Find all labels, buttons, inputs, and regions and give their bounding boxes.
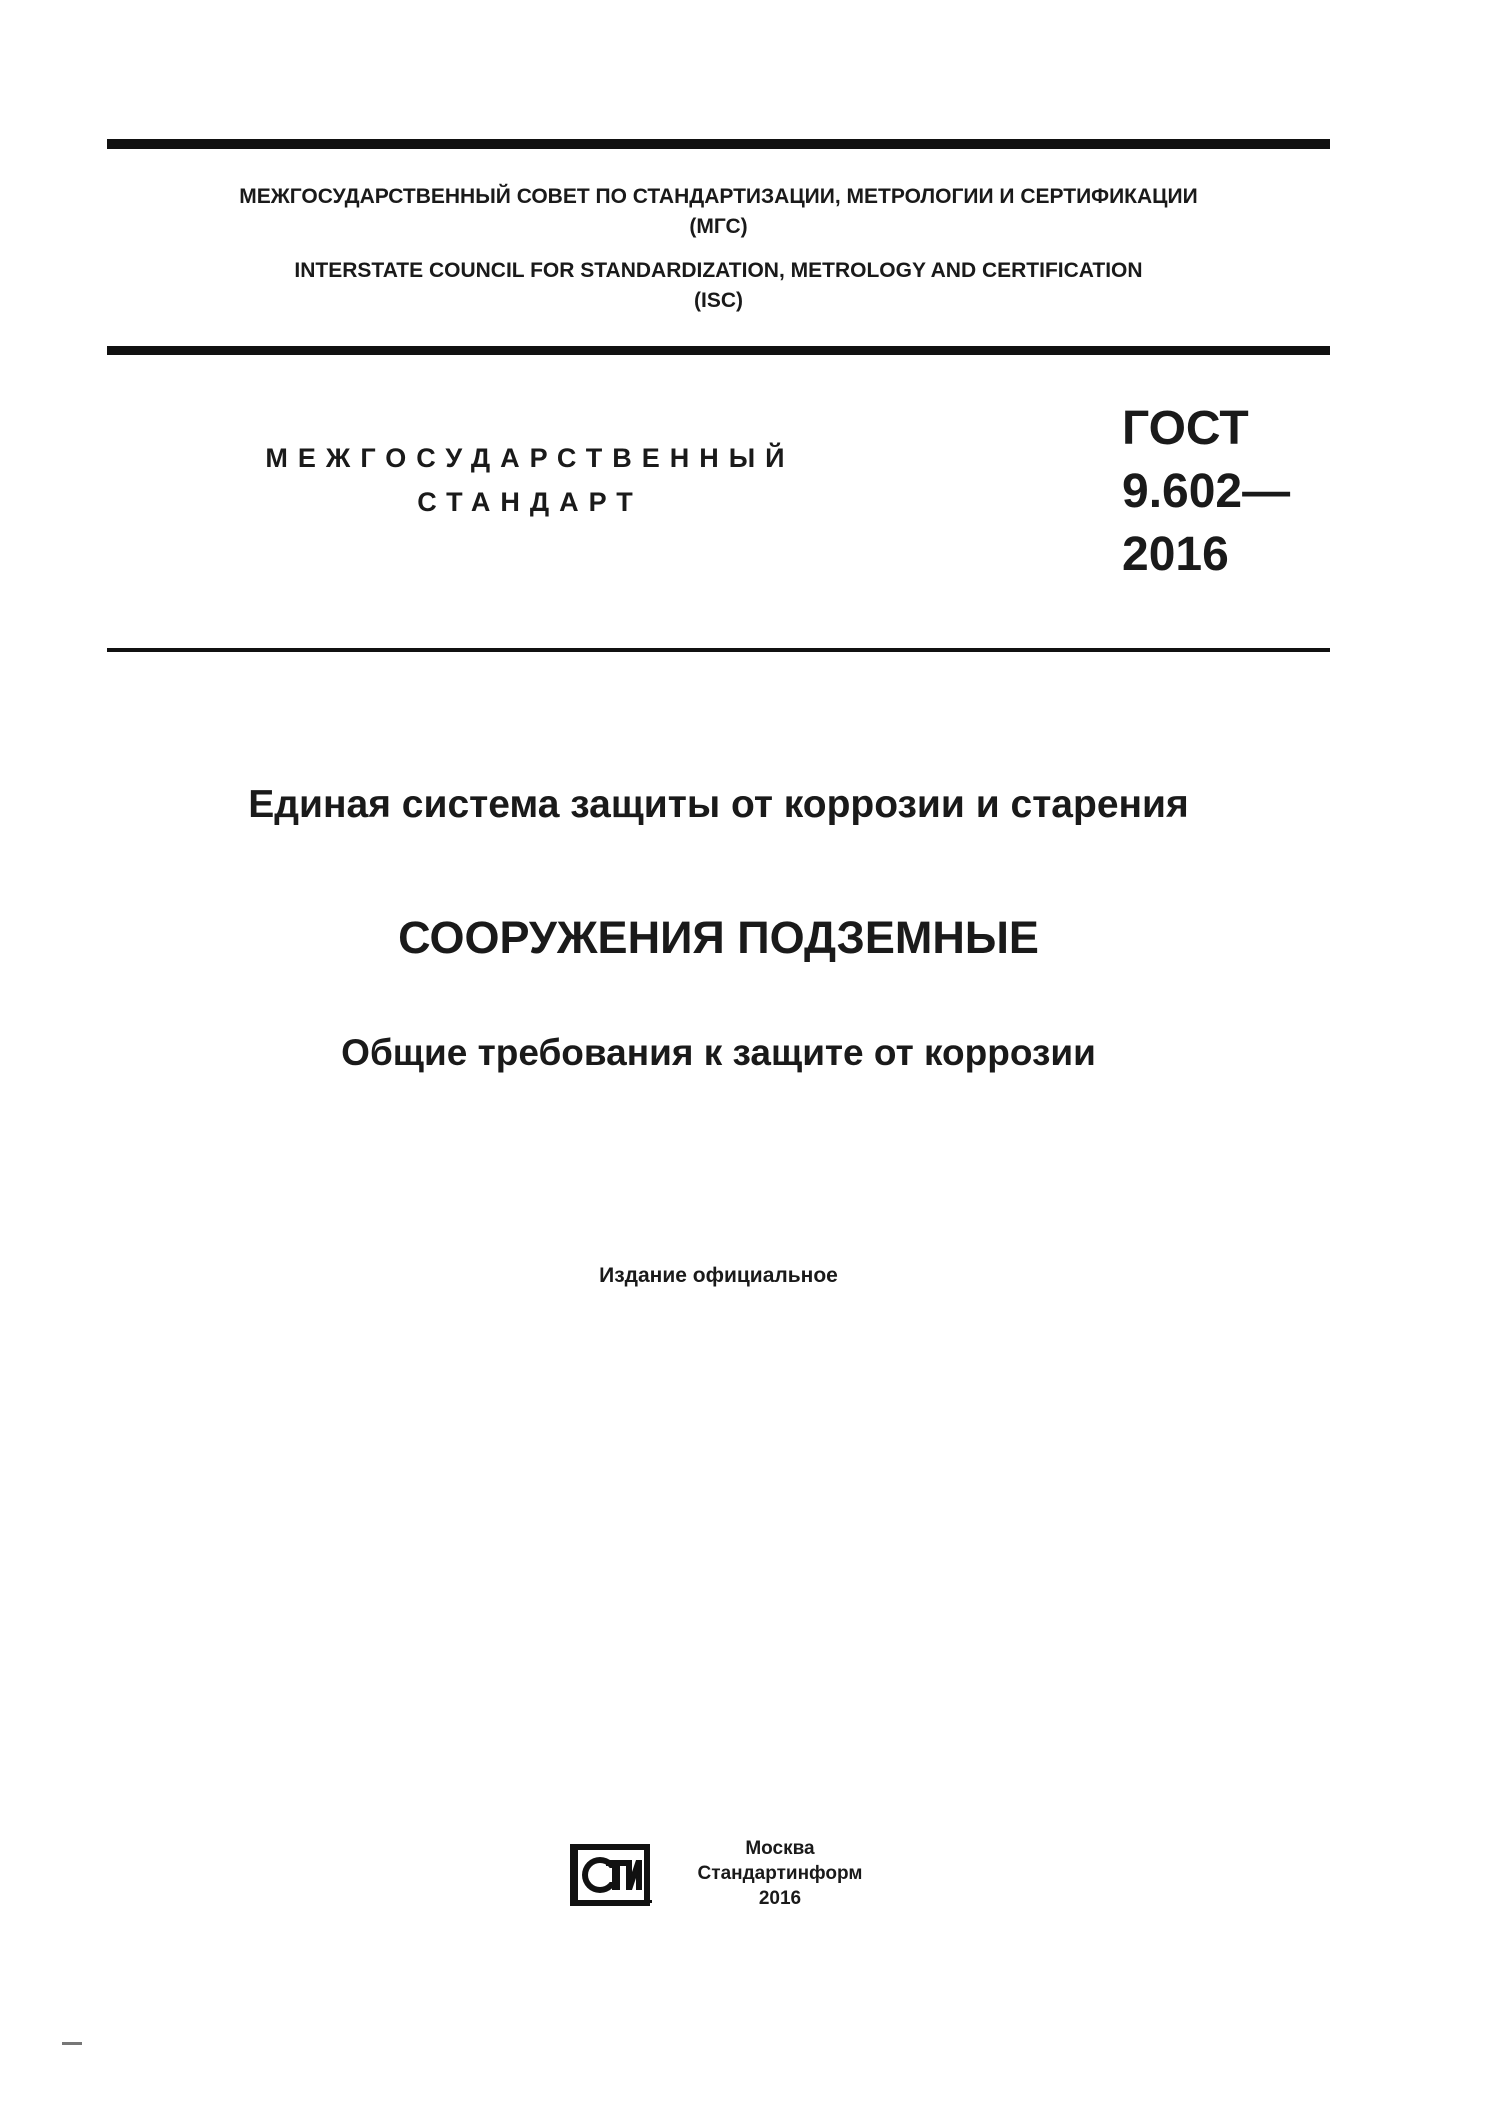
main-title: СООРУЖЕНИЯ ПОДЗЕМНЫЕ — [398, 912, 1039, 963]
council-en-name: INTERSTATE COUNCIL FOR STANDARDIZATION, METROLOGY AND CERTIFICATION — [294, 259, 1143, 282]
designation-number: 9.602— — [1122, 465, 1291, 518]
series-title: Единая система защиты от коррозии и старения — [248, 783, 1189, 826]
standard-type-line2: СТАНДАРТ — [417, 487, 643, 517]
standard-designation — [1122, 397, 1290, 586]
publisher-year: 2016 — [758, 1888, 802, 1909]
middle-rule — [107, 346, 1330, 355]
standartinform-logo-icon — [568, 1842, 656, 1910]
designation-year: 2016 — [1122, 528, 1229, 581]
subtitle: Общие требования к защите от коррозии — [341, 1032, 1096, 1073]
publisher-name: Стандартинформ — [697, 1863, 863, 1884]
standard-type — [230, 436, 830, 524]
council-ru-name: МЕЖГОСУДАРСТВЕННЫЙ СОВЕТ ПО СТАНДАРТИЗАЦИИ, МЕТРОЛОГИИ И СЕРТИФИКАЦИИ — [239, 185, 1198, 208]
edition-label: Издание официальное — [599, 1264, 838, 1287]
designation-prefix: ГОСТ — [1122, 402, 1249, 455]
council-name-ru — [107, 182, 1330, 242]
bottom-rule — [107, 648, 1330, 652]
council-name-en — [107, 256, 1330, 316]
council-ru-abbr: (МГС) — [689, 215, 748, 238]
council-en-abbr: (ISC) — [694, 289, 743, 312]
publisher-city: Москва — [745, 1838, 815, 1859]
standard-type-line1: МЕЖГОСУДАРСТВЕННЫЙ — [265, 443, 795, 473]
publisher-block — [680, 1836, 880, 1911]
top-rule — [107, 139, 1330, 149]
scan-mark — [62, 2042, 82, 2045]
